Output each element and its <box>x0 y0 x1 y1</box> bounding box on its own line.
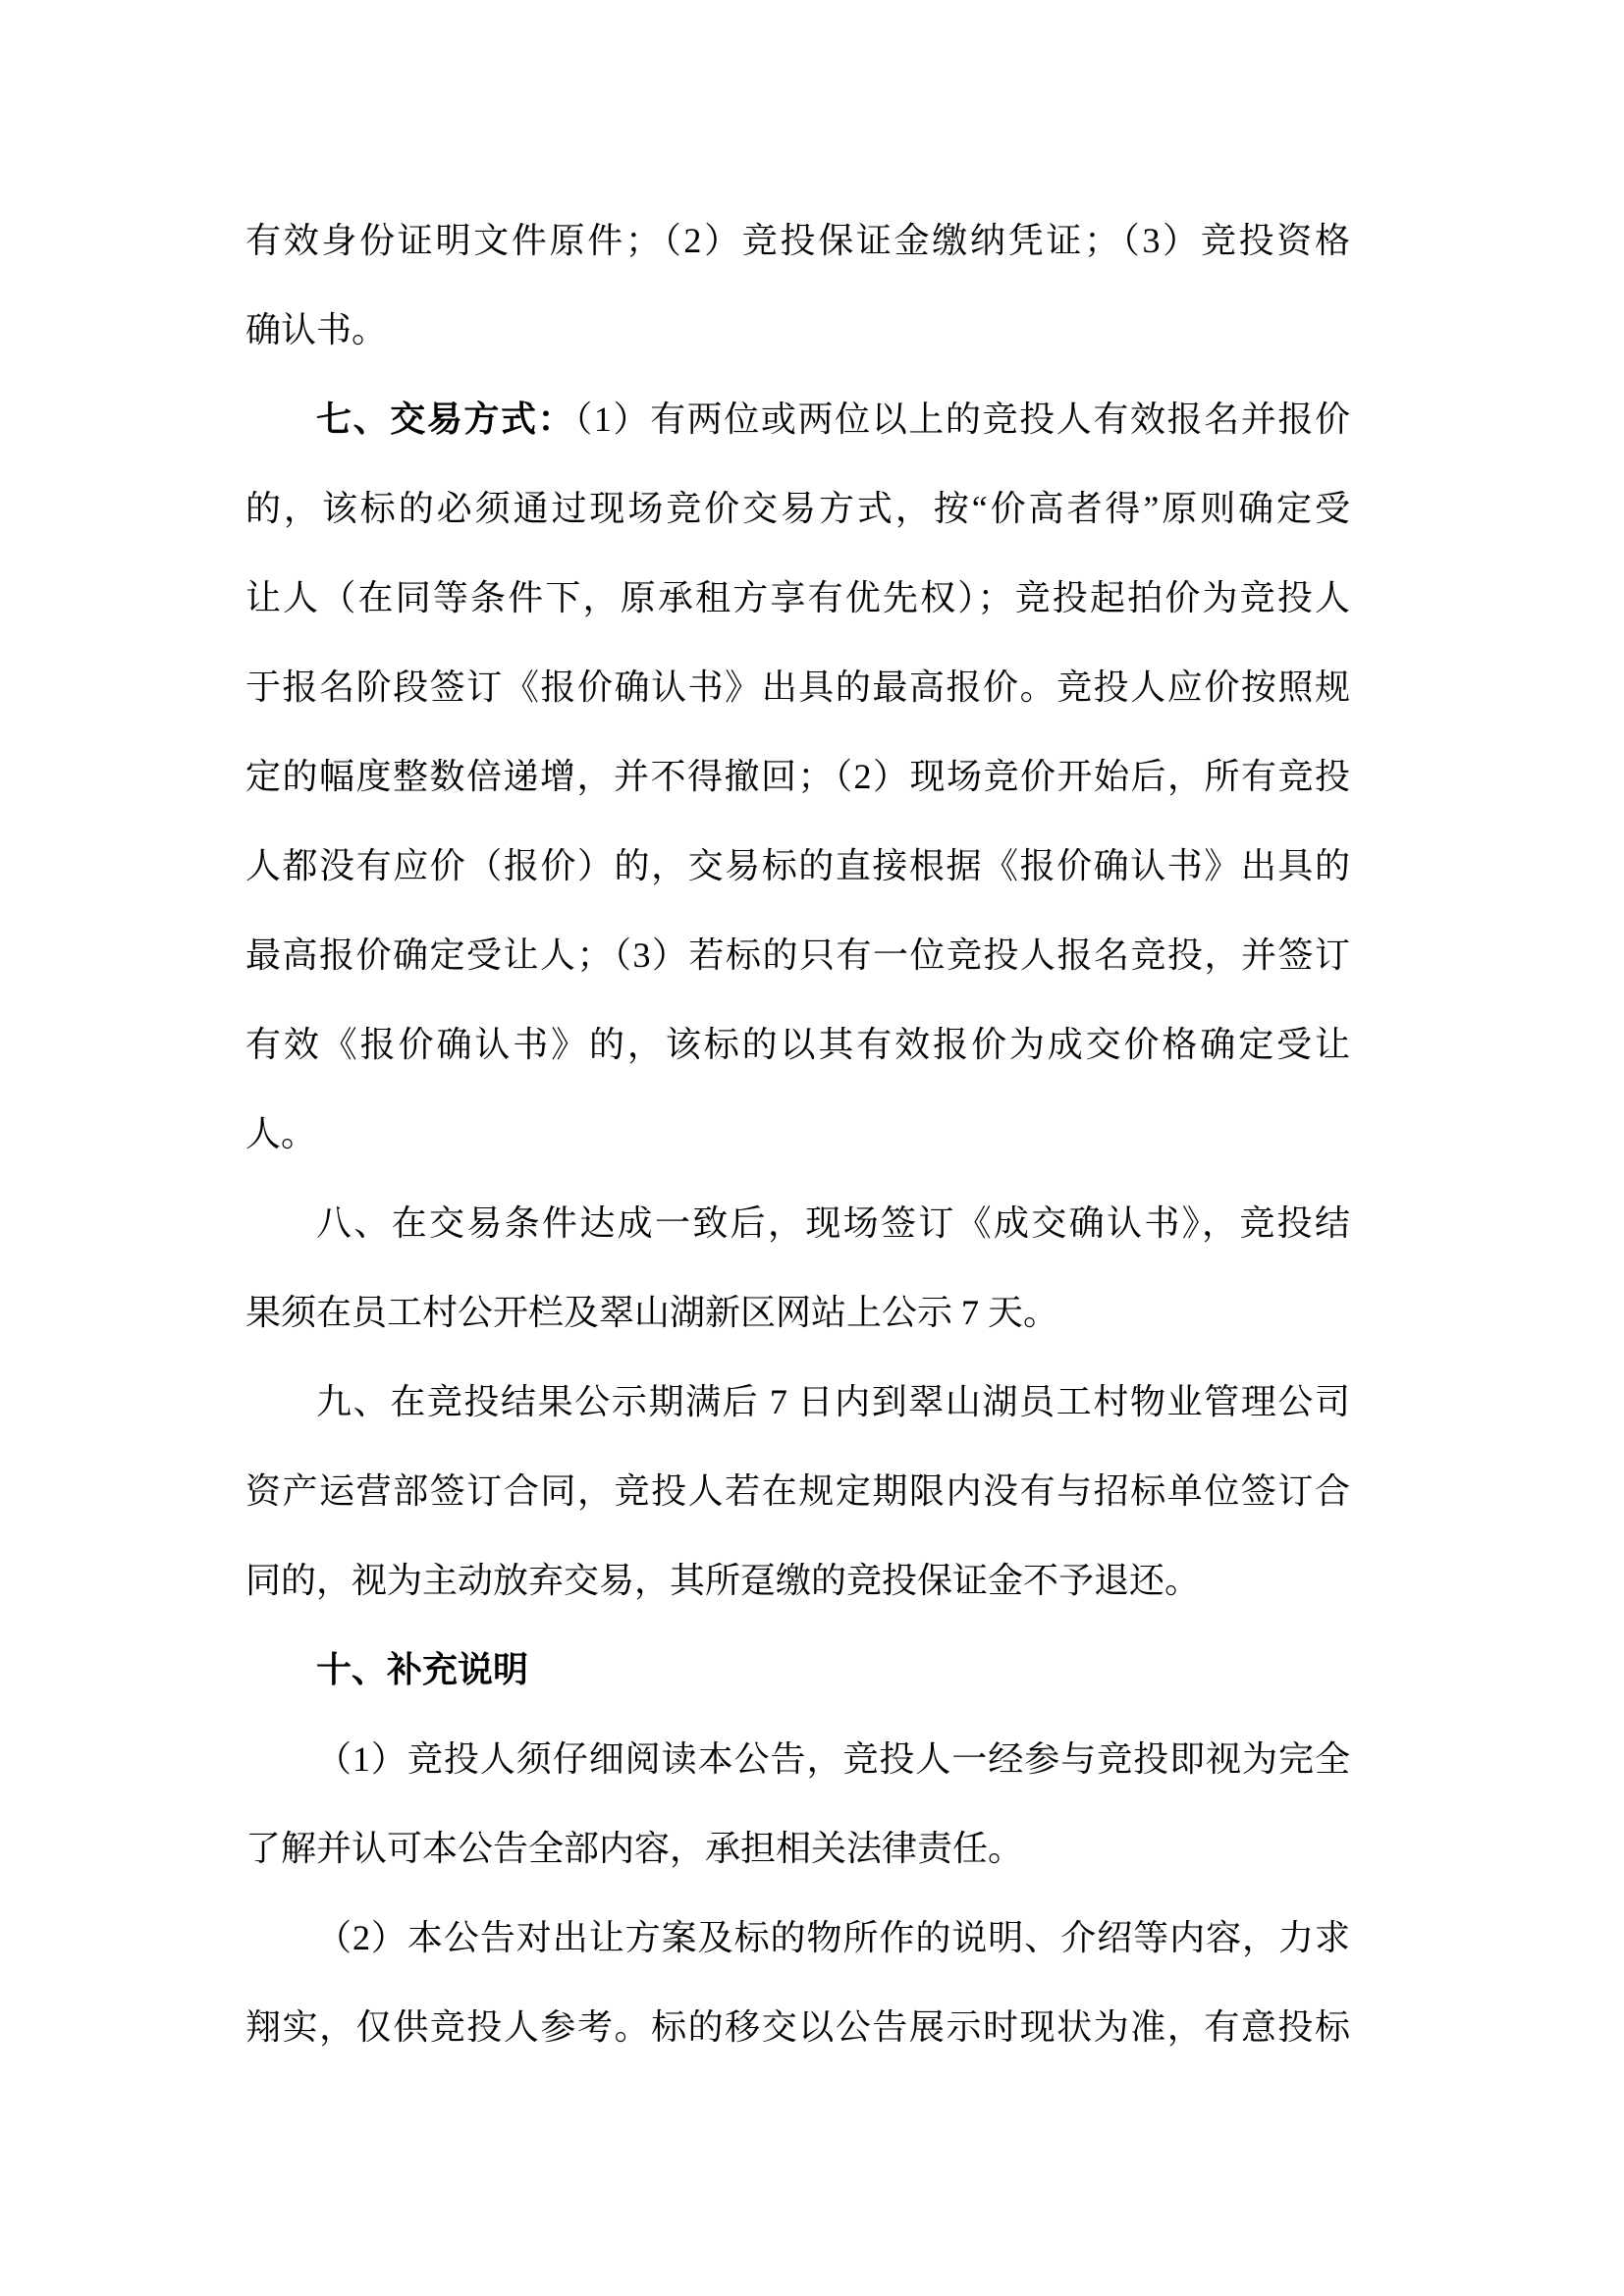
text-line <box>245 643 1350 732</box>
text-line <box>245 554 1350 643</box>
text-line <box>245 1447 1350 1536</box>
text-segment: 人都没有应价（报价）的，交易标的直接根据《报价确认书》出具的 <box>245 846 1350 885</box>
text-line <box>245 1000 1350 1090</box>
text-segment: （1）有两位或两位以上的竞投人有效报名并报价 <box>574 400 1350 439</box>
text-line <box>245 1715 1350 1804</box>
text-segment: 了解并认可本公告全部内容，承担相关法律责任。 <box>245 1829 1024 1868</box>
text-segment: 定的幅度整数倍递增，并不得撤回；（2）现场竞价开始后，所有竞投 <box>245 757 1350 796</box>
text-line <box>245 1536 1350 1626</box>
text-segment: 有效身份证明文件原件；（2）竞投保证金缴纳凭证；（3）竞投资格 <box>245 221 1350 260</box>
text-segment: 的，该标的必须通过现场竞价交易方式，按“价高者得”原则确定受 <box>245 489 1350 528</box>
text-line <box>245 1804 1350 1894</box>
text-segment: 同的，视为主动放弃交易，其所趸缴的竞投保证金不予退还。 <box>245 1561 1201 1600</box>
text-line <box>245 1268 1350 1358</box>
text-segment: 有效《报价确认书》的，该标的以其有效报价为成交价格确定受让 <box>245 1025 1350 1064</box>
text-segment: 于报名阶段签订《报价确认书》出具的最高报价。竞投人应价按照规 <box>245 667 1350 707</box>
text-line <box>245 196 1350 286</box>
text-line <box>245 1090 1350 1179</box>
text-segment: 确认书。 <box>245 310 388 349</box>
text-line <box>245 286 1350 375</box>
document-page <box>245 196 1350 2072</box>
text-segment: 人。 <box>245 1114 317 1153</box>
text-line <box>245 1894 1350 1983</box>
text-segment: 最高报价确定受让人；（3）若标的只有一位竞投人报名竞投，并签订 <box>245 935 1350 975</box>
text-segment: 资产运营部签订合同，竞投人若在规定期限内没有与招标单位签订合 <box>245 1471 1350 1511</box>
text-line <box>245 911 1350 1000</box>
text-segment: 九、在竞投结果公示期满后 7 日内到翠山湖员工村物业管理公司 <box>316 1382 1350 1421</box>
text-segment: 果须在员工村公开栏及翠山湖新区网站上公示 7 天。 <box>245 1293 1059 1332</box>
text-segment: 翔实，仅供竞投人参考。标的移交以公告展示时现状为准，有意投标 <box>245 2007 1350 2047</box>
section-9-line <box>245 1358 1350 1447</box>
text-segment: 让人（在同等条件下，原承租方享有优先权）；竞投起拍价为竞投人 <box>245 578 1350 617</box>
section-heading-7: 七、交易方式： <box>316 400 575 439</box>
section-heading-10-line <box>245 1626 1350 1715</box>
text-line <box>245 732 1350 822</box>
section-heading-10: 十、补充说明 <box>316 1650 529 1689</box>
text-segment: （2）本公告对出让方案及标的物所作的说明、介绍等内容，力求 <box>316 1918 1350 1957</box>
text-line <box>245 822 1350 911</box>
section-heading-7-line <box>245 375 1350 464</box>
text-line <box>245 464 1350 554</box>
text-segment: （1）竞投人须仔细阅读本公告，竞投人一经参与竞投即视为完全 <box>316 1739 1350 1779</box>
section-8-line <box>245 1179 1350 1268</box>
text-segment: 八、在交易条件达成一致后，现场签订《成交确认书》，竞投结 <box>316 1203 1350 1243</box>
text-line <box>245 1983 1350 2072</box>
